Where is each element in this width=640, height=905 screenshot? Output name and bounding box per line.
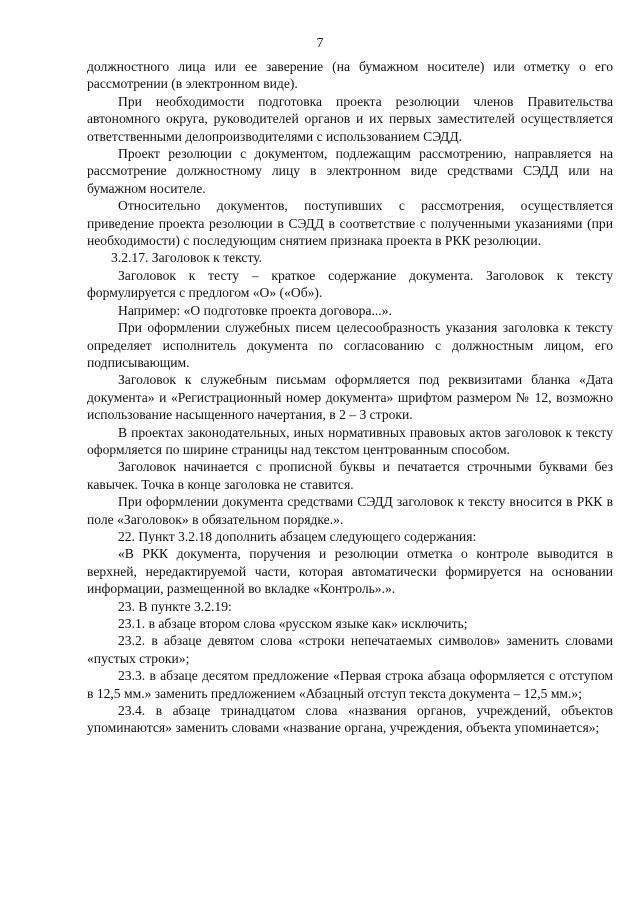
paragraph: Относительно документов, поступивших с рассмотрения, осуществляется приведение проекта резолюции в СЭДД в соответствие с полученными указаниями (при необходимости) с последующим снятием признака проекта в РКК резолюции. bbox=[87, 198, 613, 249]
paragraph: 3.2.17. Заголовок к тексту. bbox=[111, 250, 263, 266]
paragraph: 23. В пункте 3.2.19: bbox=[118, 598, 232, 614]
paragraph: Заголовок начинается с прописной буквы и печатается строчными буквами без кавычек. Точка в конце заголовка не ставится. bbox=[87, 459, 613, 492]
paragraph: «В РКК документа, поручения и резолюции отметка о контроле выводится в верхней, нередактируемой части, которая автоматически формируется на основании информации, размещенной во вкладке «Контроль».». bbox=[87, 546, 613, 597]
document-body bbox=[87, 58, 613, 737]
paragraph: Проект резолюции с документом, подлежащим рассмотрению, направляется на рассмотрение должностному лицу в электронном виде средствами СЭДД или на бумажном носителе. bbox=[87, 146, 613, 196]
paragraph: Заголовок к служебным письмам оформляется под реквизитами бланка «Дата документа» и «Регистрационный номер документа» шрифтом размером № 12, возможно использование насыщенного начертания, в 2 – 3 строки. bbox=[87, 372, 613, 423]
paragraph: 23.1. в абзаце втором слова «русском языке как» исключить; bbox=[118, 616, 468, 631]
page-number: 7 bbox=[316, 35, 324, 50]
paragraph: 23.4. в абзаце тринадцатом слова «названия органов, учреждений, объектов упоминаются» заменить словами «название органа, учреждения, объекта упоминается»; bbox=[87, 703, 613, 736]
paragraph: В проектах законодательных, иных нормативных правовых актов заголовок к тексту оформляется по ширине страницы над текстом центрованным способом. bbox=[87, 424, 613, 457]
paragraph: Заголовок к тесту – краткое содержание документа. Заголовок к тексту формулируется с предлогом «О» («Об»). bbox=[87, 267, 613, 301]
paragraph: должностного лица или ее заверение (на бумажном носителе) или отметку о его рассмотрении (в электронном виде). bbox=[87, 59, 613, 92]
paragraph: Например: «О подготовке проекта договора...». bbox=[118, 302, 392, 318]
paragraph: При необходимости подготовка проекта резолюции членов Правительства автономного округа, руководителей органов и их первых заместителей осуществляется ответственными делопроизводителями с использованием СЭДД. bbox=[87, 93, 613, 144]
paragraph: При оформлении служебных писем целесообразность указания заголовка к тексту определяет исполнитель документа по согласованию с должностным лицом, его подписывающим. bbox=[87, 320, 613, 370]
paragraph: 23.3. в абзаце десятом предложение «Первая строка абзаца оформляется с отступом в 12,5 мм.» заменить предложением «Абзацный отступ текста документа – 12,5 мм.»; bbox=[87, 668, 613, 701]
paragraph: При оформлении документа средствами СЭДД заголовок к тексту вносится в РКК в поле «Заголовок» в обязательном порядке.». bbox=[87, 494, 613, 527]
paragraph: 23.2. в абзаце девятом слова «строки непечатаемых символов» заменить словами «пустых строки»; bbox=[87, 633, 613, 666]
paragraph: 22. Пункт 3.2.18 дополнить абзацем следующего содержания: bbox=[118, 528, 477, 544]
